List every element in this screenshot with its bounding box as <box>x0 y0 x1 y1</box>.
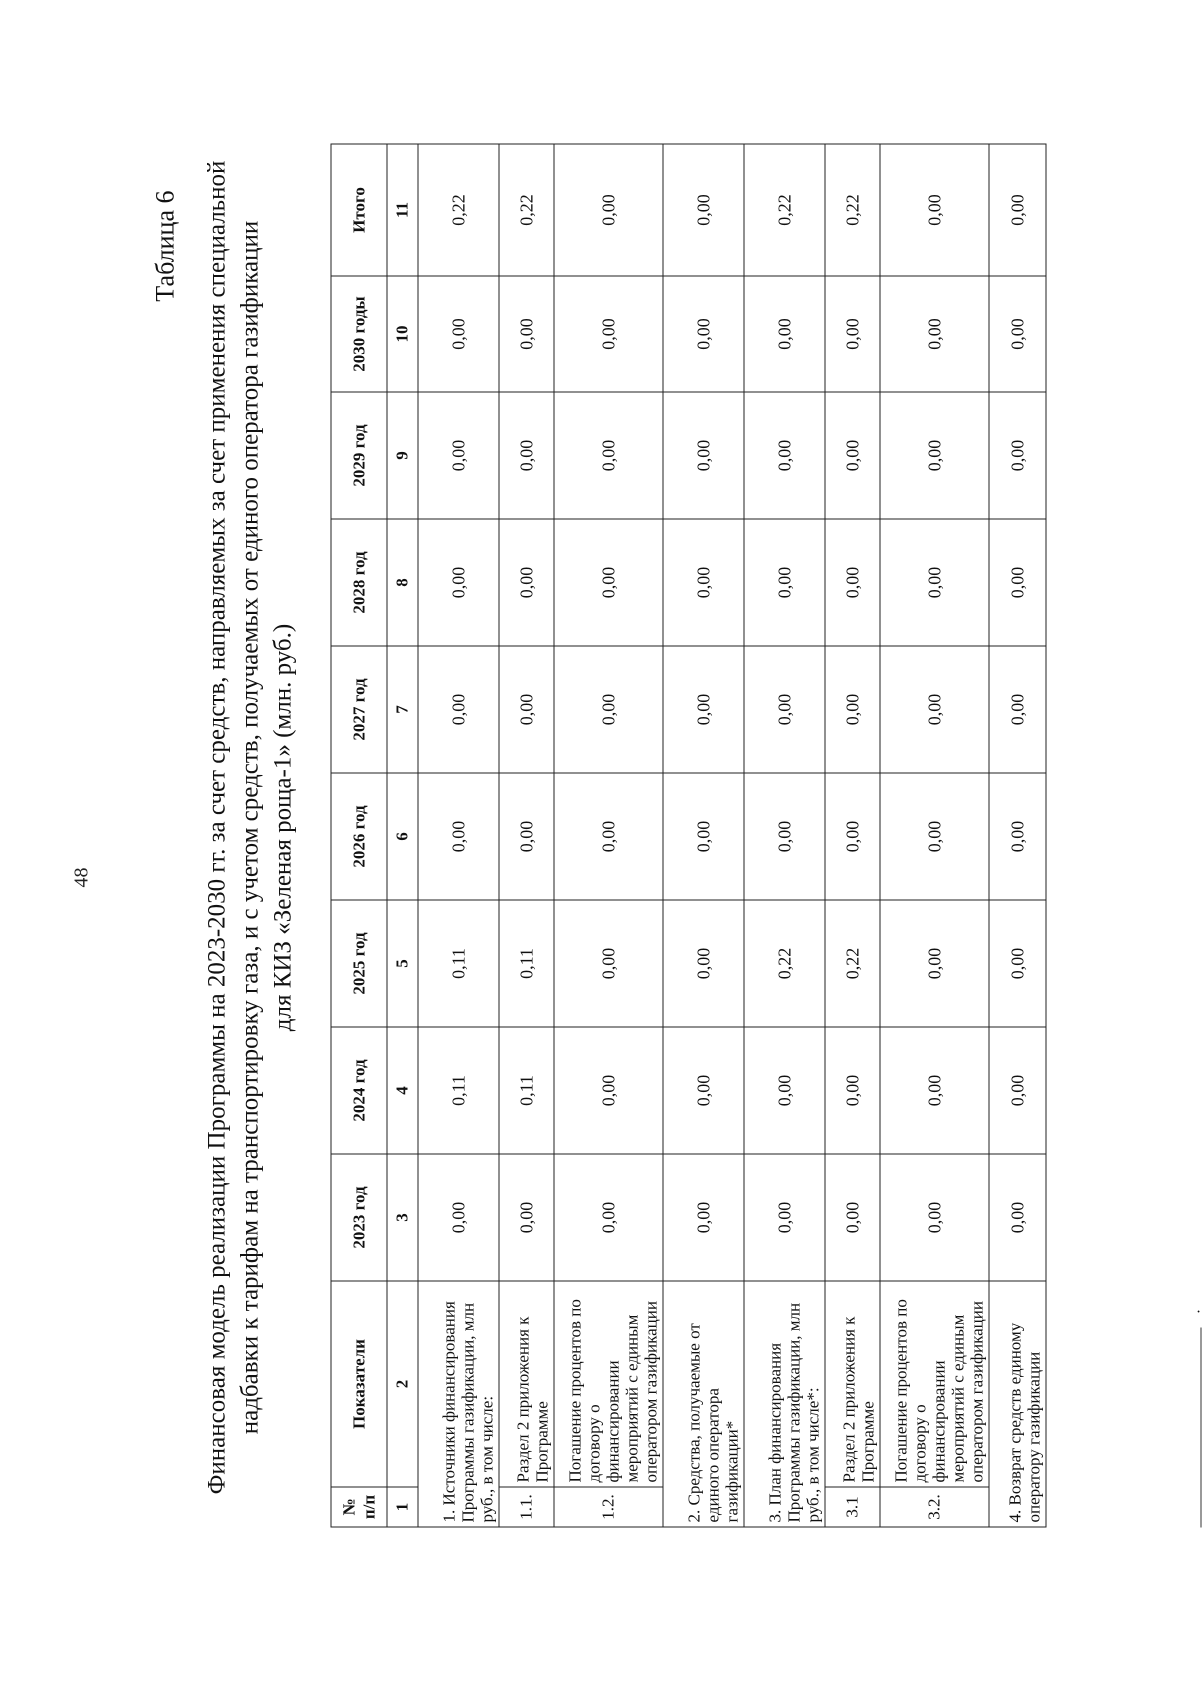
value-cell: 0,00 <box>663 276 744 392</box>
row-label: 4. Возврат средств единому оператору газификации <box>989 1281 1046 1527</box>
table-row <box>663 144 744 1527</box>
value-cell: 0,00 <box>880 900 989 1027</box>
footnote-mark: . <box>1186 1309 1203 1313</box>
page-number: 48 <box>70 867 92 887</box>
column-number: 4 <box>387 1027 418 1154</box>
row-code: 3.1 <box>825 1487 880 1527</box>
title-line: для КИЗ «Зеленая роща-1» (млн. руб.) <box>269 623 296 1031</box>
value-cell: 0,00 <box>418 519 499 646</box>
document-title <box>200 127 299 1527</box>
value-cell: 0,00 <box>418 646 499 773</box>
value-cell: 0,00 <box>554 519 663 646</box>
value-cell: 0,00 <box>989 1154 1046 1281</box>
value-cell: 0,00 <box>880 773 989 900</box>
finance-table-container <box>330 143 1046 1527</box>
value-cell: 0,00 <box>744 1027 825 1154</box>
footnote-separator <box>1200 1327 1201 1527</box>
value-cell: 0,00 <box>880 392 989 519</box>
table-row <box>418 144 499 1527</box>
row-code: 1.1. <box>499 1487 554 1527</box>
value-cell: 0,00 <box>989 773 1046 900</box>
value-cell: 0,00 <box>499 646 554 773</box>
value-cell: 0,11 <box>418 900 499 1027</box>
value-cell: 0,00 <box>663 1027 744 1154</box>
header-cell-2023: 2023 год <box>331 1154 387 1281</box>
value-cell: 0,00 <box>418 276 499 392</box>
value-cell: 0,22 <box>499 144 554 276</box>
value-cell: 0,00 <box>499 276 554 392</box>
column-number: 7 <box>387 646 418 773</box>
value-cell: 0,00 <box>418 773 499 900</box>
value-cell: 0,00 <box>663 1154 744 1281</box>
value-cell: 0,00 <box>744 392 825 519</box>
value-cell: 0,00 <box>663 144 744 276</box>
column-number: 11 <box>387 144 418 276</box>
table-caption: Таблица 6 <box>150 190 179 302</box>
value-cell: 0,00 <box>825 276 880 392</box>
header-cell-number: № п/п <box>331 1487 387 1527</box>
row-label: 3. План финансирования Программы газификации, млн руб., в том числе*: <box>744 1281 825 1527</box>
value-cell: 0,00 <box>989 900 1046 1027</box>
header-cell-2027: 2027 год <box>331 646 387 773</box>
value-cell: 0,00 <box>825 392 880 519</box>
column-number: 9 <box>387 392 418 519</box>
row-label: Раздел 2 приложения к Программе <box>499 1281 554 1487</box>
value-cell: 0,00 <box>499 519 554 646</box>
value-cell: 0,00 <box>663 773 744 900</box>
value-cell: 0,00 <box>554 900 663 1027</box>
value-cell: 0,00 <box>989 646 1046 773</box>
value-cell: 0,00 <box>880 1154 989 1281</box>
value-cell: 0,22 <box>744 900 825 1027</box>
value-cell: 0,00 <box>554 276 663 392</box>
value-cell: 0,00 <box>744 1154 825 1281</box>
header-cell-2028: 2028 год <box>331 519 387 646</box>
row-label: Раздел 2 приложения к Программе <box>825 1281 880 1487</box>
value-cell: 0,00 <box>418 392 499 519</box>
column-number: 2 <box>387 1281 418 1487</box>
value-cell: 0,11 <box>499 1027 554 1154</box>
table-row <box>989 144 1046 1527</box>
value-cell: 0,00 <box>825 1027 880 1154</box>
column-number: 10 <box>387 276 418 392</box>
value-cell: 0,00 <box>554 646 663 773</box>
value-cell: 0,00 <box>989 1027 1046 1154</box>
header-cell-2024: 2024 год <box>331 1027 387 1154</box>
value-cell: 0,00 <box>663 519 744 646</box>
value-cell: 0,00 <box>989 144 1046 276</box>
value-cell: 0,00 <box>744 773 825 900</box>
column-number: 6 <box>387 773 418 900</box>
value-cell: 0,00 <box>418 1154 499 1281</box>
value-cell: 0,00 <box>825 773 880 900</box>
column-number-row <box>387 144 418 1527</box>
value-cell: 0,00 <box>663 392 744 519</box>
value-cell: 0,00 <box>989 392 1046 519</box>
table-row <box>499 144 554 1527</box>
value-cell: 0,00 <box>744 646 825 773</box>
table-row <box>744 144 825 1527</box>
column-number: 8 <box>387 519 418 646</box>
value-cell: 0,00 <box>880 519 989 646</box>
header-row <box>331 144 387 1527</box>
table-row <box>554 144 663 1527</box>
value-cell: 0,00 <box>499 1154 554 1281</box>
value-cell: 0,00 <box>989 519 1046 646</box>
value-cell: 0,00 <box>554 1154 663 1281</box>
value-cell: 0,00 <box>499 392 554 519</box>
value-cell: 0,22 <box>744 144 825 276</box>
value-cell: 0,00 <box>825 1154 880 1281</box>
column-number: 5 <box>387 900 418 1027</box>
value-cell: 0,00 <box>499 773 554 900</box>
value-cell: 0,11 <box>499 900 554 1027</box>
row-code: 1.2. <box>554 1487 663 1527</box>
value-cell: 0,00 <box>554 1027 663 1154</box>
row-label: 2. Средства, получаемые от единого оператора газификации* <box>663 1281 744 1527</box>
value-cell: 0,00 <box>554 392 663 519</box>
row-code: 3.2. <box>880 1487 989 1527</box>
row-label: 1. Источники финансирования Программы газификации, млн руб., в том числе: <box>418 1281 499 1527</box>
column-number: 3 <box>387 1154 418 1281</box>
value-cell: 0,00 <box>663 646 744 773</box>
value-cell: 0,00 <box>663 900 744 1027</box>
table-row <box>880 144 989 1527</box>
header-cell-2030: 2030 годы <box>331 276 387 392</box>
value-cell: 0,00 <box>554 773 663 900</box>
header-cell-total: Итого <box>331 144 387 276</box>
header-cell-2025: 2025 год <box>331 900 387 1027</box>
value-cell: 0,00 <box>744 519 825 646</box>
value-cell: 0,22 <box>418 144 499 276</box>
value-cell: 0,22 <box>825 144 880 276</box>
value-cell: 0,00 <box>989 276 1046 392</box>
value-cell: 0,00 <box>880 1027 989 1154</box>
value-cell: 0,00 <box>880 646 989 773</box>
value-cell: 0,00 <box>880 144 989 276</box>
title-line: Финансовая модель реализации Программы на 2023-2030 гг. за счет средств, направляемых за счет применения специальной <box>203 160 230 1494</box>
finance-model-table <box>330 143 1046 1527</box>
table-row <box>825 144 880 1527</box>
value-cell: 0,00 <box>554 144 663 276</box>
column-number: 1 <box>387 1487 418 1527</box>
title-line: надбавки к тарифам на транспортировку газа, и с учетом средств, получаемых от единого оператора газификации <box>236 220 263 1434</box>
value-cell: 0,00 <box>880 276 989 392</box>
value-cell: 0,00 <box>744 276 825 392</box>
header-cell-2029: 2029 год <box>331 392 387 519</box>
header-cell-2026: 2026 год <box>331 773 387 900</box>
row-label: Погашение процентов по договору о финансировании мероприятий с единым оператором газификации <box>554 1281 663 1487</box>
header-cell-indicators: Показатели <box>331 1281 387 1487</box>
row-label: Погашение процентов по договору о финансировании мероприятий с единым оператором газификации <box>880 1281 989 1487</box>
value-cell: 0,11 <box>418 1027 499 1154</box>
value-cell: 0,00 <box>825 646 880 773</box>
value-cell: 0,22 <box>825 900 880 1027</box>
value-cell: 0,00 <box>825 519 880 646</box>
